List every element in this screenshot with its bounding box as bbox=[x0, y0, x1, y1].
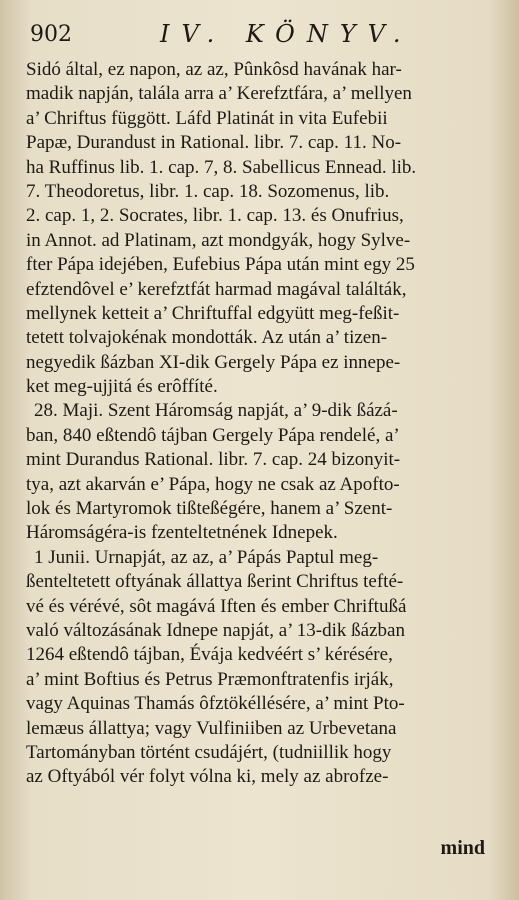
text-line: tetett tolvajokénak mondották. Az után a’ tizen- bbox=[26, 327, 388, 349]
text-line: tya, azt akarván e’ Pápa, hogy ne csak az Apofto- bbox=[26, 473, 400, 495]
text-line: Tartományban történt csudájért, (tudniillik hogy bbox=[26, 741, 392, 763]
text-line: mint Durandus Rational. libr. 7. cap. 24 bizonyit- bbox=[26, 449, 401, 471]
text-line: 2. cap. 1, 2. Socrates, libr. 1. cap. 13. és Onufrius, bbox=[26, 205, 404, 227]
body-text bbox=[26, 58, 493, 790]
text-line: való változásának Idnepe napját, a’ 13-dik ßázban bbox=[26, 619, 405, 641]
page-header bbox=[30, 18, 489, 48]
text-line: vagy Aquinas Thamás ôfztökéllésére, a’ mint Pto- bbox=[26, 693, 405, 715]
running-head: IV. KÖNYV. bbox=[160, 20, 413, 48]
text-line: in Annot. ad Platinam, azt mondgyák, hogy Sylve- bbox=[26, 229, 411, 251]
text-line: Háromságéra-is fzenteltetnének Idnepek. bbox=[26, 522, 338, 544]
text-line: ha Ruffinus lib. 1. cap. 7, 8. Sabellicus Ennead. lib. bbox=[26, 156, 417, 178]
text-line: efztendôvel e’ kerefztfát harmad magával találták, bbox=[26, 278, 407, 300]
text-line: ban, 840 eßtendô tájban Gergely Pápa rendelé, a’ bbox=[26, 424, 400, 446]
text-line: fter Pápa idejében, Eufebius Pápa után mint egy 25 bbox=[26, 254, 415, 276]
text-line: lemæus állattya; vagy Vulfiniiben az Urbevetana bbox=[26, 717, 397, 739]
text-line: Papæ, Durandust in Rational. libr. 7. cap. 11. No- bbox=[26, 132, 402, 154]
text-line: 1 Junii. Urnapját, az az, a’ Pápás Paptul meg- bbox=[34, 546, 379, 568]
text-line: ßenteltetett oftyának állattya ßerint Chriftus tefté- bbox=[26, 571, 404, 593]
text-line: 7. Theodoretus, libr. 1. cap. 18. Sozomenus, lib. bbox=[26, 180, 390, 202]
text-line: a’ mint Boftius és Petrus Præmonftratenfis irják, bbox=[26, 668, 394, 690]
text-line: negyedik ßázban XI-dik Gergely Pápa ez innepe- bbox=[26, 351, 401, 373]
text-line: vé és vérévé, sôt magává Iften és ember Chriftußá bbox=[26, 595, 407, 617]
catchword: mind bbox=[440, 837, 485, 859]
text-line: a’ Chriftus függött. Láfd Platinát in vita Eufebii bbox=[26, 107, 388, 129]
text-line: lok és Martyromok tißteßégére, hanem a’ Szent- bbox=[26, 498, 393, 520]
text-line: madik napján, talála arra a’ Kerefztfára, a’ mellyen bbox=[26, 83, 412, 105]
page-number: 902 bbox=[30, 22, 72, 47]
text-line: mellynek ketteit a’ Chriftuffal edgyütt meg-feßit- bbox=[26, 302, 400, 324]
text-line: 1264 eßtendô tájban, Évája kedvéért s’ kérésére, bbox=[26, 644, 393, 666]
text-line: az Oftyából vér folyt vólna ki, mely az abrofze- bbox=[26, 766, 389, 788]
text-line: 28. Maji. Szent Háromság napját, a’ 9-dik ßázá- bbox=[34, 400, 398, 422]
text-line: Sidó által, ez napon, az az, Pûnkôsd havának har- bbox=[26, 59, 402, 80]
text-line: ket meg-ujjitá és erôffíté. bbox=[26, 376, 218, 398]
